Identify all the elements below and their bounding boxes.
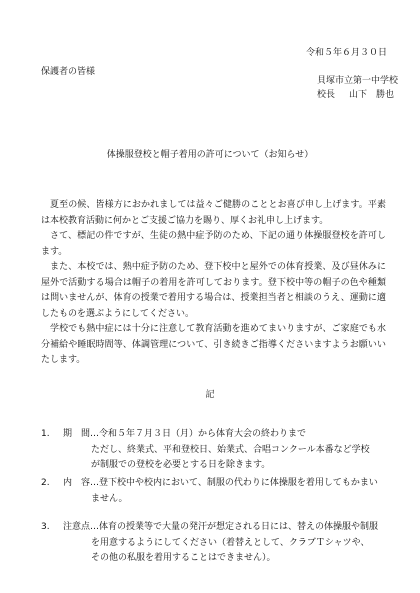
- document-date: 令和５年６月３０日: [305, 48, 387, 58]
- sender-name: 山下 勝也: [349, 90, 395, 100]
- item-content: [91, 520, 389, 567]
- item-number: 1.: [41, 429, 50, 439]
- item-line: ません。: [91, 493, 128, 504]
- item-line: 体育の授業等で大量の発汗が想定される日には、替えの体操服や制服: [99, 522, 379, 532]
- item-heading: 内 容…: [63, 478, 100, 488]
- item-heading: 注意点…: [63, 522, 100, 532]
- item-line: が制服での登校を必要とする日を除きます。: [91, 460, 271, 470]
- school-name: 貝塚市立第一中学校: [317, 76, 399, 86]
- item-number: 2.: [41, 478, 50, 488]
- item-line: その他の私服を着用することはできません）。: [91, 553, 276, 563]
- paragraph: 夏至の候、皆様方におかれましては益々ご健勝のこととお喜び申し上げます。平素は本校教育活動に何かとご支援ご協力を賜り、厚くお礼申し上げます。: [41, 200, 386, 226]
- item-line: を用意するようにしてください（着替えとして、クラブＴシャツや、: [91, 537, 370, 548]
- document-title: 体操服登校と帽子着用の許可について（お知らせ）: [106, 150, 314, 160]
- addressee: 保護者の皆様: [41, 67, 96, 77]
- item-line: 登下校中や校内において、制服の代わりに体操服を着用してもかまい: [99, 478, 378, 488]
- body-text: [41, 198, 386, 369]
- item-number: 3.: [41, 522, 50, 532]
- paragraph: さて、標記の件ですが、生徒の熱中症予防のため、下記の通り体操服登校を許可します。: [41, 231, 386, 257]
- ki-heading: 記: [205, 390, 215, 400]
- item-content: [91, 427, 389, 474]
- sender: [317, 88, 394, 102]
- paragraph: また、本校では、熱中症予防のため、登下校中と屋外での体育授業、及び昼休みに屋外で活動する場合は帽子の着用を許可しております。登下校中等の帽子の色や種類は問いませんが、体育の授業で着用する場合は、授業担当者と相談のうえ、運動に適したものを選ぶようにしてください。: [41, 262, 386, 319]
- item-line: 令和５年７月３日（月）から体育大会の終わりまで: [99, 429, 307, 439]
- item-content: [91, 476, 389, 507]
- sender-position: 校長: [317, 90, 336, 100]
- item-heading: 期 間…: [63, 429, 100, 439]
- item-line: ただし、終業式、平和登校日、始業式、合唱コンクール本番など学校: [91, 444, 370, 455]
- paragraph: 学校でも熱中症には十分に注意して教育活動を進めてまいりますが、ご家庭でも水分補給や睡眠時間等、体調管理について、引き続きご指導くださいますようお願いいたします。: [41, 324, 386, 365]
